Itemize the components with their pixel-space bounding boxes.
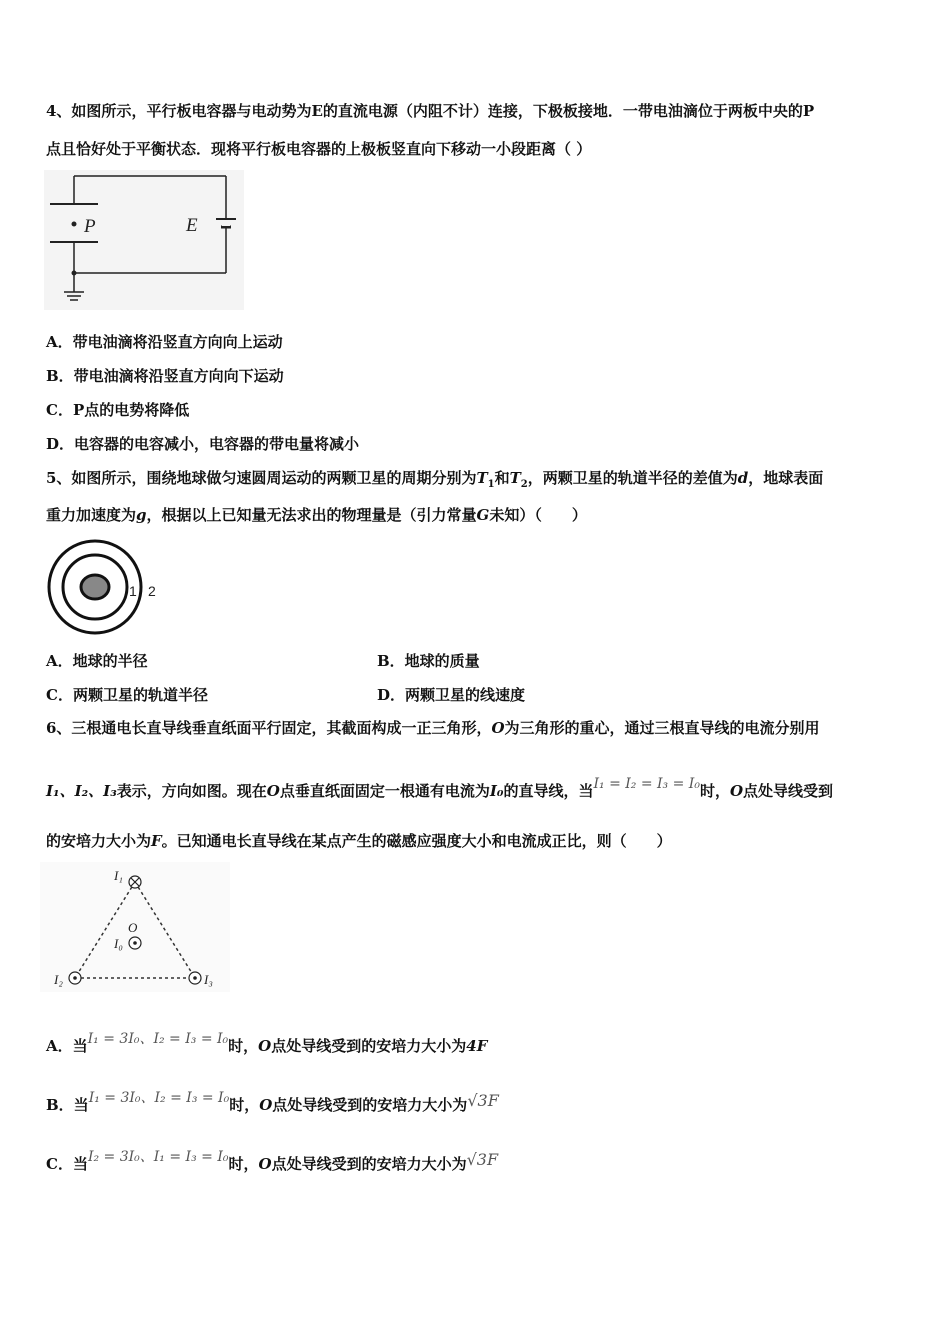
q4-stem-line2: 点且恰好处于平衡状态．现将平行板电容器的上极板竖直向下移动一小段距离（ ） (46, 140, 592, 158)
earth (81, 575, 109, 599)
q6-text: 点垂直纸面固定一根通有电流为 (279, 782, 490, 800)
q6-o: O (729, 782, 744, 800)
q6-option-a (46, 1031, 488, 1057)
q4-option-b: B．带电油滴将沿竖直方向向下运动 (46, 367, 284, 385)
q5-option-b: B．地球的质量 (377, 652, 480, 670)
option-prefix: B．当 (46, 1096, 89, 1114)
oil-drop-dot (72, 222, 77, 227)
option-text: 时， (229, 1096, 260, 1114)
label-i3: I₃ (204, 972, 213, 987)
option-prefix: A．当 (46, 1037, 88, 1055)
q5-text: 重力加速度为 (46, 506, 137, 524)
q5-option-a: A．地球的半径 (46, 652, 148, 670)
option-text: 点处导线受到的安培力大小为 (271, 1155, 467, 1173)
label-orbit-2: 2 (148, 583, 156, 599)
option-o: O (259, 1096, 273, 1114)
q6-o: O (491, 719, 505, 737)
option-text: 点处导线受到的安培力大小为 (271, 1037, 467, 1055)
label-orbit-1: 1 (129, 583, 137, 599)
q4-option-a: A．带电油滴将沿竖直方向向上运动 (46, 333, 283, 351)
label-i0: I₀ (114, 936, 123, 951)
q4-circuit-figure (44, 170, 244, 310)
q6-text: 。已知通电长直导线在某点产生的磁感应强度大小和电流成正比，则（ ） (161, 832, 672, 850)
option-text: 时， (228, 1155, 259, 1173)
dot-icon (193, 976, 197, 980)
q5-text: ，地球表面 (748, 469, 824, 487)
q6-f: F (151, 832, 162, 850)
q5-orbit-figure (40, 538, 170, 638)
junction-dot (72, 271, 77, 276)
q5-text: 5、如图所示，围绕地球做匀速圆周运动的两颗卫星的周期分别为 (46, 469, 477, 487)
label-p: P (84, 216, 96, 237)
q5-option-c: C．两颗卫星的轨道半径 (46, 686, 208, 704)
q5-text: 和 (494, 469, 510, 487)
q6-stem-line1 (46, 718, 820, 738)
q6-stem-line3 (46, 831, 672, 851)
option-condition: I₁ = 3I₀、I₂ = I₃ = I₀ (87, 1031, 229, 1047)
battery-gap (222, 220, 230, 226)
option-prefix: C．当 (46, 1155, 88, 1173)
label-e: E (186, 215, 198, 236)
option-o: O (258, 1155, 272, 1173)
q5-option-d: D．两颗卫星的线速度 (377, 686, 526, 704)
option-condition: I₁ = 3I₀、I₂ = I₃ = I₀ (88, 1090, 230, 1106)
label-i2: I₂ (54, 972, 63, 987)
q6-o: O (266, 782, 280, 800)
q5-text: 未知）（ ） (489, 506, 587, 524)
dot-icon (73, 976, 77, 980)
option-answer: √3F (467, 1091, 499, 1110)
q5-d: d (737, 469, 749, 487)
q6-i0: I₀ (489, 782, 504, 800)
q6-triangle-figure (40, 862, 230, 992)
dot-icon (133, 941, 137, 945)
q4-option-c: C．P点的电势将降低 (46, 401, 190, 419)
q4-option-d: D．电容器的电容减小，电容器的带电量将减小 (46, 435, 360, 453)
option-o: O (258, 1037, 272, 1055)
q5-t2: T (509, 469, 521, 487)
q6-text: 为三角形的重心，通过三根直导线的电流分别用 (504, 719, 820, 737)
label-i1: I₁ (114, 868, 123, 883)
q6-text: 表示，方向如图。现在 (116, 782, 267, 800)
q5-g: g (136, 506, 147, 524)
q5-stem-line2 (46, 505, 587, 525)
q5-t1: T (476, 469, 488, 487)
q5-t1-sub: 1 (487, 479, 495, 490)
option-text: 时， (228, 1037, 259, 1055)
option-text: 点处导线受到的安培力大小为 (272, 1096, 468, 1114)
q5-G: G (476, 506, 490, 524)
q5-stem-line1 (46, 468, 823, 495)
q6-stem-line2 (46, 776, 834, 802)
q5-text: ，两颗卫星的轨道半径的差值为 (527, 469, 738, 487)
q6-condition: I₁ = I₂ = I₃ = I₀ (593, 776, 700, 792)
q6-currents: I₁、I₂、I₃ (46, 782, 117, 800)
option-condition: I₂ = 3I₀、I₁ = I₃ = I₀ (87, 1149, 229, 1165)
q6-text: 6、三根通电长直导线垂直纸面平行固定，其截面构成一正三角形， (46, 719, 492, 737)
q4-stem-line1: 4、如图所示，平行板电容器与电动势为E的直流电源（内阻不计）连接，下极板接地．一带电油滴位于两板中央的P (46, 102, 815, 120)
option-answer: 4F (466, 1037, 488, 1055)
q6-text: 的直导线，当 (503, 782, 594, 800)
q6-option-b (46, 1090, 499, 1116)
q5-text: ，根据以上已知量无法求出的物理量是（引力常量 (146, 506, 477, 524)
q6-option-c (46, 1149, 499, 1175)
q5-t2-sub: 2 (520, 479, 528, 490)
option-answer: √3F (466, 1150, 499, 1169)
q6-text: 时， (699, 782, 730, 800)
label-o: O (128, 920, 138, 935)
q6-text: 点处导线受到 (743, 782, 834, 800)
q6-text: 的安培力大小为 (46, 832, 152, 850)
